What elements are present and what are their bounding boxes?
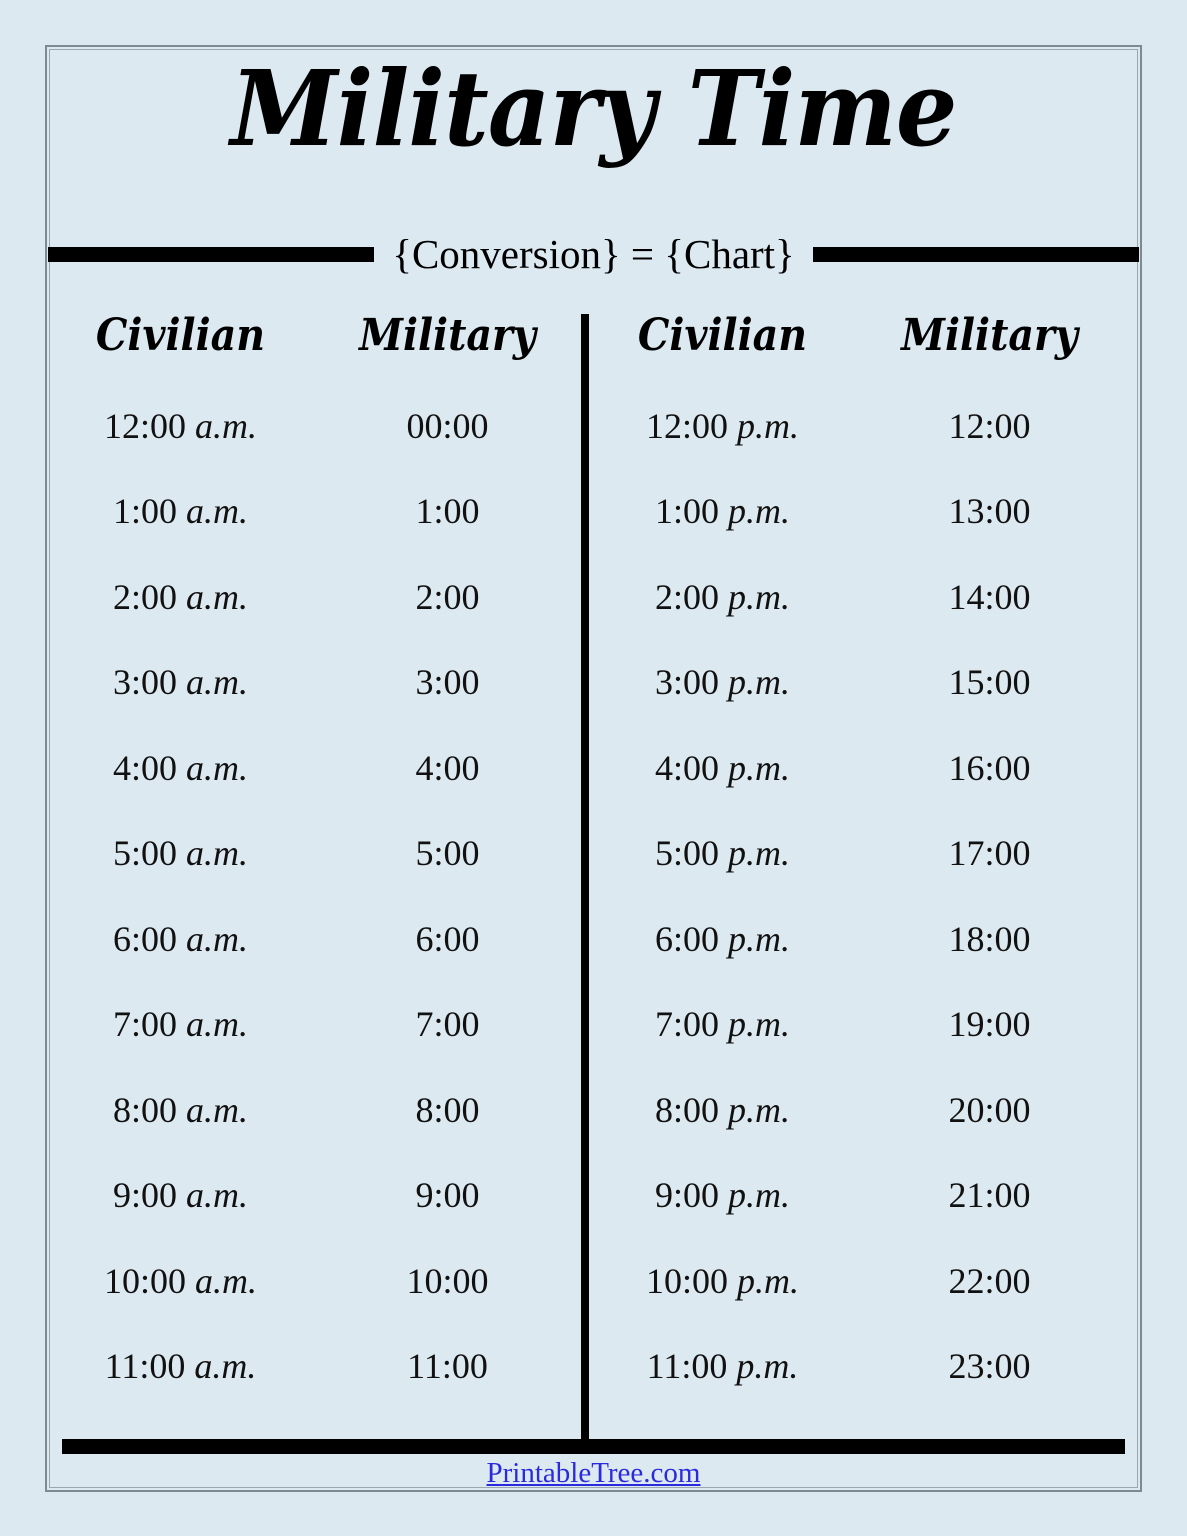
pm-conversion-table bbox=[589, 287, 1123, 1427]
civilian-time-value: 3:00 bbox=[654, 662, 719, 703]
cell-civilian-time bbox=[47, 576, 314, 618]
cell-civilian-time bbox=[47, 661, 314, 703]
table-row bbox=[589, 1067, 1123, 1153]
table-row bbox=[47, 1067, 581, 1153]
column-header-military: Military bbox=[359, 309, 536, 361]
cell-military-time: 9:00 bbox=[415, 1175, 480, 1216]
cell-civilian-time bbox=[47, 1089, 314, 1131]
table-row bbox=[47, 1324, 581, 1410]
cell-military-time: 13:00 bbox=[948, 491, 1031, 532]
civilian-meridiem-value: p.m. bbox=[728, 1175, 790, 1216]
table-row bbox=[589, 383, 1123, 469]
civilian-meridiem-value: p.m. bbox=[728, 1089, 790, 1130]
table-header-row bbox=[589, 287, 1123, 383]
civilian-meridiem-value: a.m. bbox=[195, 405, 257, 446]
civilian-time-value: 6:00 bbox=[654, 918, 719, 959]
column-header-civilian: Civilian bbox=[637, 309, 808, 361]
table-row bbox=[47, 725, 581, 811]
table-row bbox=[589, 811, 1123, 897]
cell-military-time: 19:00 bbox=[948, 1004, 1031, 1045]
table-row bbox=[47, 896, 581, 982]
civilian-meridiem-value: p.m. bbox=[728, 576, 790, 617]
cell-military-time: 7:00 bbox=[415, 1004, 480, 1045]
cell-civilian-time bbox=[589, 1089, 856, 1131]
civilian-meridiem-value: p.m. bbox=[728, 662, 790, 703]
table-row bbox=[47, 811, 581, 897]
printabletree-link[interactable]: PrintableTree.com bbox=[486, 1457, 701, 1489]
civilian-meridiem-value: a.m. bbox=[186, 747, 248, 788]
civilian-time-value: 12:00 bbox=[103, 405, 186, 446]
cell-military-time: 16:00 bbox=[948, 747, 1031, 788]
table-row bbox=[47, 982, 581, 1068]
civilian-time-value: 11:00 bbox=[104, 1346, 186, 1387]
civilian-meridiem-value: a.m. bbox=[194, 1346, 257, 1387]
cell-civilian-time bbox=[47, 490, 314, 532]
footer-rule bbox=[62, 1439, 1125, 1454]
civilian-meridiem-value: p.m. bbox=[728, 918, 790, 959]
civilian-meridiem-value: p.m. bbox=[736, 1346, 799, 1387]
civilian-time-value: 9:00 bbox=[112, 1175, 177, 1216]
table-row bbox=[589, 640, 1123, 726]
cell-civilian-time bbox=[589, 918, 856, 960]
cell-civilian-time bbox=[47, 405, 314, 447]
cell-civilian-time bbox=[589, 576, 856, 618]
pm-rows-container bbox=[589, 383, 1123, 1409]
civilian-time-value: 10:00 bbox=[645, 1260, 728, 1301]
am-rows-container bbox=[47, 383, 581, 1409]
title-block bbox=[47, 47, 1140, 170]
cell-civilian-time bbox=[589, 1174, 856, 1216]
cell-civilian-time bbox=[589, 832, 856, 874]
civilian-time-value: 7:00 bbox=[654, 1004, 719, 1045]
cell-military-time: 20:00 bbox=[948, 1089, 1031, 1130]
table-header-row bbox=[47, 287, 581, 383]
table-row bbox=[47, 1238, 581, 1324]
cell-civilian-time bbox=[47, 918, 314, 960]
cell-civilian-time bbox=[589, 661, 856, 703]
cell-civilian-time bbox=[589, 1345, 856, 1387]
footer bbox=[47, 1457, 1140, 1490]
cell-military-time: 4:00 bbox=[415, 747, 480, 788]
cell-military-time: 22:00 bbox=[948, 1260, 1031, 1301]
civilian-meridiem-value: a.m. bbox=[195, 1260, 257, 1301]
civilian-meridiem-value: a.m. bbox=[186, 1004, 248, 1045]
table-row bbox=[47, 640, 581, 726]
cell-military-time: 21:00 bbox=[948, 1175, 1031, 1216]
table-row bbox=[589, 1238, 1123, 1324]
cell-civilian-time bbox=[47, 1003, 314, 1045]
civilian-time-value: 1:00 bbox=[112, 491, 177, 532]
cell-military-time: 10:00 bbox=[406, 1260, 489, 1301]
civilian-time-value: 8:00 bbox=[112, 1089, 177, 1130]
civilian-meridiem-value: p.m. bbox=[728, 833, 790, 874]
cell-military-time: 3:00 bbox=[415, 662, 480, 703]
cell-military-time: 2:00 bbox=[415, 576, 480, 617]
civilian-meridiem-value: a.m. bbox=[186, 1175, 248, 1216]
table-row bbox=[589, 896, 1123, 982]
table-row bbox=[47, 554, 581, 640]
table-row bbox=[589, 725, 1123, 811]
civilian-time-value: 4:00 bbox=[654, 747, 719, 788]
printable-chart-page bbox=[45, 45, 1142, 1492]
table-row bbox=[589, 469, 1123, 555]
cell-civilian-time bbox=[589, 1260, 856, 1302]
cell-military-time: 6:00 bbox=[415, 918, 480, 959]
cell-military-time: 23:00 bbox=[948, 1346, 1031, 1387]
page-title: Military Time bbox=[230, 47, 957, 170]
subtitle-rule-right bbox=[813, 247, 1139, 262]
civilian-time-value: 11:00 bbox=[646, 1346, 728, 1387]
cell-civilian-time bbox=[47, 1174, 314, 1216]
civilian-meridiem-value: a.m. bbox=[186, 662, 248, 703]
cell-military-time: 1:00 bbox=[415, 491, 480, 532]
cell-military-time: 15:00 bbox=[948, 662, 1031, 703]
cell-military-time: 12:00 bbox=[948, 405, 1031, 446]
cell-military-time: 5:00 bbox=[415, 833, 480, 874]
cell-civilian-time bbox=[589, 747, 856, 789]
civilian-time-value: 2:00 bbox=[654, 576, 719, 617]
conversion-tables bbox=[47, 287, 1140, 1427]
cell-civilian-time bbox=[589, 405, 856, 447]
civilian-time-value: 10:00 bbox=[103, 1260, 186, 1301]
cell-military-time: 18:00 bbox=[948, 918, 1031, 959]
cell-civilian-time bbox=[47, 747, 314, 789]
civilian-time-value: 5:00 bbox=[654, 833, 719, 874]
cell-civilian-time bbox=[47, 832, 314, 874]
cell-military-time: 00:00 bbox=[406, 405, 489, 446]
cell-military-time: 14:00 bbox=[948, 576, 1031, 617]
table-row bbox=[47, 383, 581, 469]
civilian-meridiem-value: p.m. bbox=[728, 747, 790, 788]
cell-civilian-time bbox=[47, 1345, 314, 1387]
cell-military-time: 11:00 bbox=[407, 1346, 488, 1387]
page-subtitle: {Conversion} = {Chart} bbox=[392, 230, 795, 277]
civilian-meridiem-value: a.m. bbox=[186, 576, 248, 617]
column-header-civilian: Civilian bbox=[95, 309, 266, 361]
cell-military-time: 8:00 bbox=[415, 1089, 480, 1130]
table-row bbox=[589, 1153, 1123, 1239]
table-row bbox=[47, 469, 581, 555]
civilian-time-value: 5:00 bbox=[112, 833, 177, 874]
civilian-meridiem-value: a.m. bbox=[186, 918, 248, 959]
cell-civilian-time bbox=[47, 1260, 314, 1302]
civilian-meridiem-value: p.m. bbox=[737, 1260, 799, 1301]
civilian-time-value: 6:00 bbox=[112, 918, 177, 959]
table-row bbox=[589, 1324, 1123, 1410]
am-conversion-table bbox=[47, 287, 581, 1427]
table-row bbox=[47, 1153, 581, 1239]
civilian-time-value: 7:00 bbox=[112, 1004, 177, 1045]
civilian-meridiem-value: a.m. bbox=[186, 1089, 248, 1130]
subtitle-row bbox=[47, 223, 1140, 285]
civilian-time-value: 2:00 bbox=[112, 576, 177, 617]
cell-civilian-time bbox=[589, 1003, 856, 1045]
civilian-time-value: 8:00 bbox=[654, 1089, 719, 1130]
civilian-meridiem-value: p.m. bbox=[728, 1004, 790, 1045]
civilian-meridiem-value: p.m. bbox=[737, 405, 799, 446]
civilian-meridiem-value: p.m. bbox=[728, 491, 790, 532]
table-row bbox=[589, 982, 1123, 1068]
subtitle-rule-left bbox=[48, 247, 374, 262]
civilian-time-value: 1:00 bbox=[654, 491, 719, 532]
cell-military-time: 17:00 bbox=[948, 833, 1031, 874]
civilian-time-value: 4:00 bbox=[112, 747, 177, 788]
civilian-meridiem-value: a.m. bbox=[186, 833, 248, 874]
civilian-meridiem-value: a.m. bbox=[186, 491, 248, 532]
cell-civilian-time bbox=[589, 490, 856, 532]
civilian-time-value: 3:00 bbox=[112, 662, 177, 703]
table-row bbox=[589, 554, 1123, 640]
civilian-time-value: 12:00 bbox=[645, 405, 728, 446]
civilian-time-value: 9:00 bbox=[654, 1175, 719, 1216]
vertical-divider bbox=[581, 314, 589, 1454]
column-header-military: Military bbox=[901, 309, 1078, 361]
